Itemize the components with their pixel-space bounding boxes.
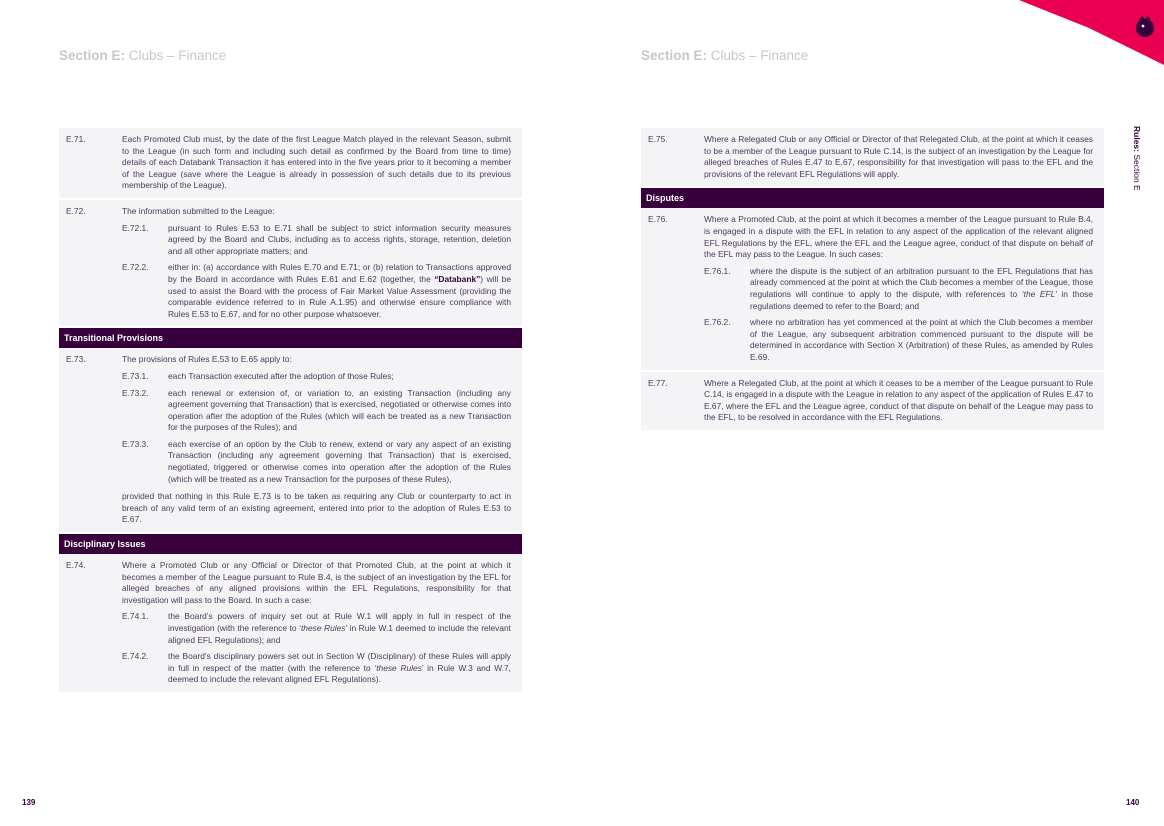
subrule-e72-1 [122,223,511,258]
rule-e73 [59,348,522,534]
subrule-number: E.76.2. [704,317,731,328]
subrule-e74-2 [122,651,511,686]
rule-e74 [59,554,522,692]
subrule-number: E.73.3. [122,438,149,449]
rule-text: The provisions of Rules E.53 to E.65 apply to: [122,354,292,365]
rule-number: E.74. [66,560,86,571]
subrule-text: each exercise of an option by the Club to renew, extend or vary any aspect of an existing Transaction (including any agreement governing that Transaction) that is exercised, negotiated, triggered or otherwise comes into operation after the adoption of the Rules (which will be treated as a new Transaction for the purposes of these Rules), [168,438,511,484]
subrule-number: E.74.1. [122,611,149,622]
subrule-number: E.76.1. [704,265,731,276]
rule-proviso: provided that nothing in this Rule E.73 is to be taken as requiring any Club or counterparty to act in breach of any valid term of an existing agreement, entered into prior to the adoption of Rules E.53 to E.67. [122,491,511,525]
rule-e75 [641,128,1104,188]
subrule-e76-2 [704,317,1093,363]
rule-text: Where a Relegated Club, at the point at which it ceases to be a member of the League pursuant to Rule C.14, is engaged in a dispute with the League in relation to any aspect of the application of Rules E.47 to E.67, where the EFL and the League agree, conduct of that dispute on behalf of the League may pass to the EFL, to be resolved in accordance with the EFL Regulations. [704,377,1093,423]
left-rules-panel [59,128,522,692]
subrule-text: the Board’s disciplinary powers set out in Section W (Disciplinary) of these Rules will apply in full in respect of the matter (with the reference to ‘these Rules’ in Rule W.3 and W.7, deemed to include the relevant aligned EFL Regulations). [168,651,511,685]
premier-league-lion-logo [1019,0,1164,65]
rule-e72 [59,200,522,328]
subrule-text: pursuant to Rules E.53 to E.71 shall be subject to strict information security measures agreed by the Board and Clubs, including as to access rights, storage, retention, deletion and all other appropriate matters; and [168,222,511,256]
rule-number: E.77. [648,377,668,388]
section-band-transitional: Transitional Provisions [59,328,522,348]
rule-e76 [641,208,1104,371]
section-band-disputes: Disputes [641,188,1104,208]
subrule-text: each Transaction executed after the adoption of those Rules; [168,370,394,381]
rule-number: E.75. [648,134,668,144]
rule-number: E.76. [648,214,668,225]
subrule-e76-1 [704,266,1093,312]
subrule-e74-1 [122,611,511,646]
subrule-e73-3 [122,439,511,485]
section-header-left: Section E: Clubs – Finance [59,48,227,63]
rule-text: The information submitted to the League: [122,205,275,216]
rule-e77 [641,372,1104,430]
subrule-e72-2 [122,262,511,320]
subrule-e73-1 [122,371,511,383]
section-band-disciplinary: Disciplinary Issues [59,534,522,554]
subrule-e73-2 [122,388,511,434]
rule-number: E.71. [66,134,86,144]
subrule-number: E.73.2. [122,387,149,398]
page-number-left: 139 [22,798,36,807]
rule-text: Where a Promoted Club or any Official or Director of that Promoted Club, at the point at which it becomes a member of the League pursuant to Rule B.4, is the subject of an investigation by the EFL for alleged breaches of any aligned provisions within the EFL Regulations, responsibility for that investigation will pass to the Board. In such a case: [122,560,511,605]
rule-text: Where a Promoted Club, at the point at which it becomes a member of the League pursuant to Rule B.4, is engaged in a dispute with the EFL in relation to any aspect of the application of the relevant aligned EFL Regulations by the EFL, where the EFL and the League agree, conduct of that dispute on behalf of the EFL may pass to the League. In such cases: [704,214,1093,260]
subrule-number: E.74.2. [122,651,149,662]
rule-e71 [59,128,522,200]
right-rules-panel [641,128,1104,430]
rule-number: E.72. [66,205,86,216]
subrule-text: either in: (a) accordance with Rules E.70 and E.71; or (b) relation to Transactions approved by the Board in accordance with Rules E.61 and E.62 (together, the “Databank”) will be used to assist the Board with the process of Fair Market Value Assessment (providing the comparable evidence referred to in Rule A.1.95) and otherwise ensure compliance with Rules E.53 to E.67, and for no other purpose whatsoever. [168,262,511,319]
subrule-number: E.72.2. [122,262,149,273]
subrule-text: the Board’s powers of inquiry set out at Rule W.1 will apply in full in respect of the investigation (with the reference to ‘these Rules’ in Rule W.1 deemed to include the relevant aligned EFL Regulations); and [168,611,512,645]
section-header-right: Section E: Clubs – Finance [641,48,809,63]
side-tab-label: Rules: Section E [1132,126,1142,191]
subrule-text: where no arbitration has yet commenced at the point at which the Club becomes a member of the League, any subsequent arbitration commenced pursuant to the dispute will be determined in accordance with Section X (Arbitration) of these Rules, as amended by Rules E.69. [750,317,1093,362]
page-number-right: 140 [1126,798,1140,807]
rule-text: Each Promoted Club must, by the date of the first League Match played in the relevant Season, submit to the League (in such form and including such detail as confirmed by the Board from time to time) details of each Databank Transaction it has entered into in the five years prior to it becoming a member of the League (save where the League is already in possession of such details due to its previous membership of the League). [122,134,511,191]
subrule-text: each renewal or extension of, or variation to, an existing Transaction (including any agreement governing that Transaction) that is exercised, negotiated or otherwise comes into operation after the adoption of the Rules (which will each be treated as a new Transaction for the purposes of the Rules); and [168,387,511,433]
subrule-text: where the dispute is the subject of an arbitration pursuant to the EFL Regulations that has already commenced at the point at which the Club becomes a member of the League, those regulations will continue to apply to the dispute, with references to ‘the EFL’ in those regulations deemed to refer to the Board; and [750,265,1093,311]
subrule-number: E.73.1. [122,370,149,381]
rule-number: E.73. [66,354,86,365]
rule-text: Where a Relegated Club or any Official or Director of that Relegated Club, at the point at which it ceases to be a member of the League pursuant to Rule C.14, is the subject of an investigation by the League for alleged breaches of Rules E.47 to E.67, responsibility for that investigation will pass to the EFL and the provisions of the relevant EFL Regulations will apply. [704,134,1093,179]
subrule-number: E.72.1. [122,222,149,233]
